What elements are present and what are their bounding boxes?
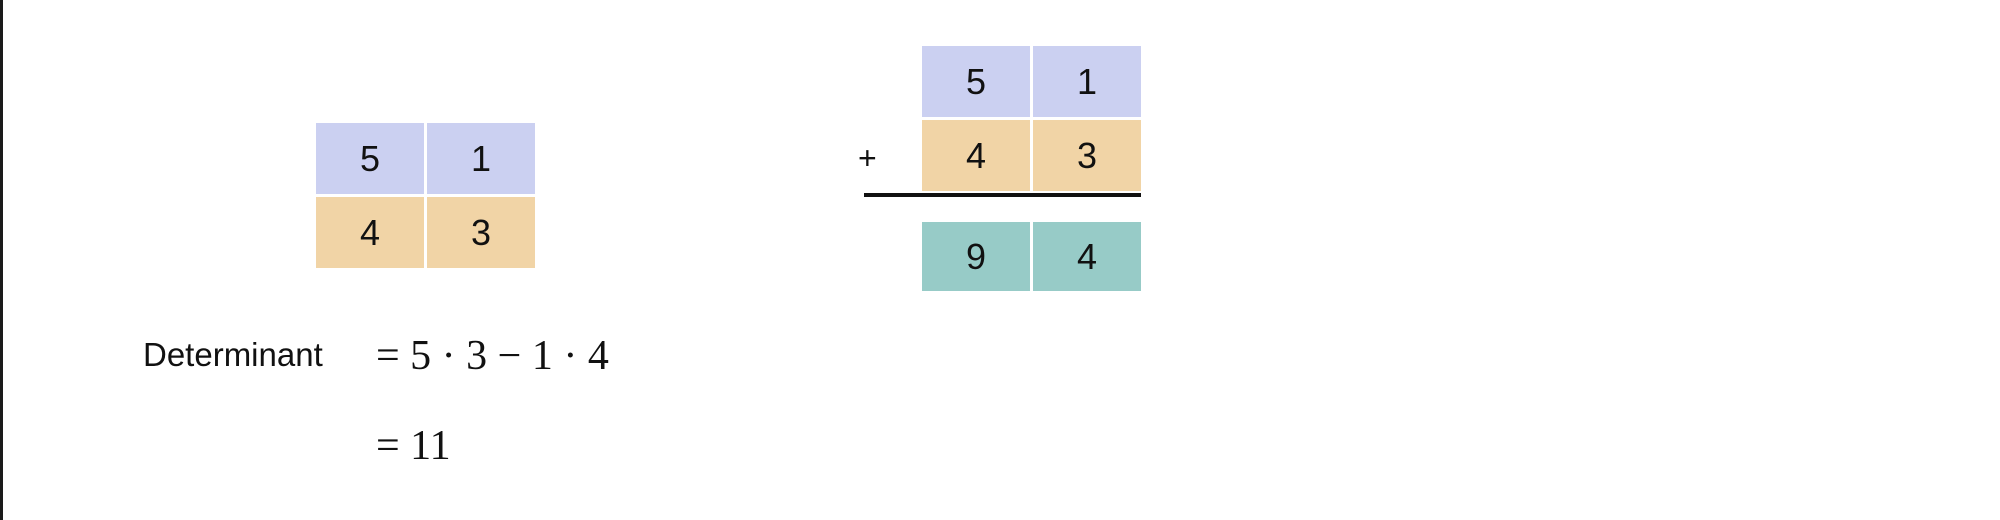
result-cell: 4 xyxy=(1033,222,1141,291)
left-matrix xyxy=(316,123,535,268)
addition-operands xyxy=(922,46,1141,191)
sum-line xyxy=(864,193,1141,197)
addend-top-cell: 5 xyxy=(922,46,1030,117)
determinant-result: = 11 xyxy=(376,423,451,469)
matrix-cell: 5 xyxy=(316,123,424,194)
addend-bottom-cell: 4 xyxy=(922,120,1030,191)
frame-edge xyxy=(0,0,3,520)
matrix-cell: 1 xyxy=(427,123,535,194)
addition-result xyxy=(922,222,1141,291)
plus-sign: + xyxy=(858,140,877,176)
matrix-cell: 3 xyxy=(427,197,535,268)
matrix-cell: 4 xyxy=(316,197,424,268)
result-cell: 9 xyxy=(922,222,1030,291)
determinant-label: Determinant xyxy=(143,336,323,373)
determinant-expression: = 5 · 3 − 1 · 4 xyxy=(376,333,609,379)
addend-bottom-cell: 3 xyxy=(1033,120,1141,191)
addend-top-cell: 1 xyxy=(1033,46,1141,117)
